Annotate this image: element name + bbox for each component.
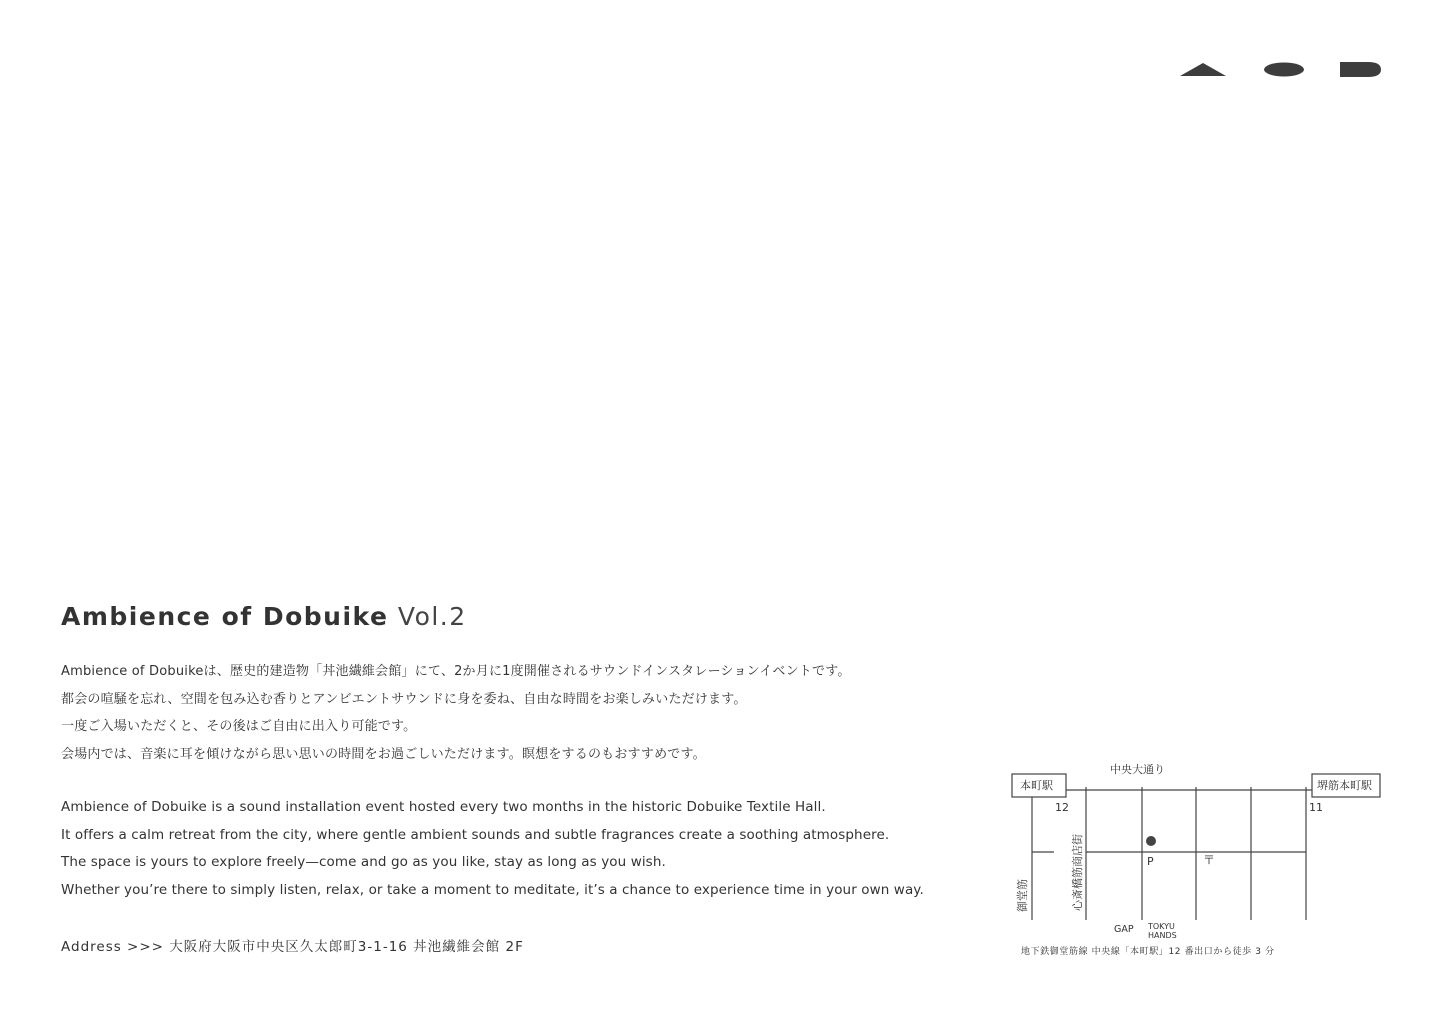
logo-triangle-icon xyxy=(1180,63,1226,76)
event-title xyxy=(61,602,467,631)
description-en-line: It offers a calm retreat from the city, where gentle ambient sounds and subtle fragrances create a soothing atmosphere. xyxy=(61,826,890,843)
aod-logo xyxy=(1178,58,1384,80)
parking-label: P xyxy=(1147,855,1154,868)
station-right-label: 堺筋本町駅 xyxy=(1317,779,1372,792)
landmark-gap-label: GAP xyxy=(1114,924,1134,935)
logo-d-icon xyxy=(1340,62,1381,77)
description-english xyxy=(61,794,924,904)
exit-right-label: 11 xyxy=(1309,801,1323,814)
post-office-icon: 〒 xyxy=(1203,853,1216,867)
description-en-line: The space is yours to explore freely—come and go as you like, stay as long as you wish. xyxy=(61,854,666,870)
address xyxy=(61,935,524,955)
street-top-label: 中央大通り xyxy=(1110,763,1165,776)
street-middle-label: 心斎橋筋商店街 xyxy=(1071,834,1084,911)
landmark-hands-label-2: HANDS xyxy=(1148,931,1177,940)
event-title-main: Ambience of Dobuike xyxy=(61,602,389,631)
address-value: 大阪府大阪市中央区久太郎町3-1-16 丼池繊維会館 2F xyxy=(169,939,524,955)
access-map xyxy=(1000,755,1400,965)
description-ja-line: Ambience of Dobuikeは、歴史的建造物「丼池繊維会館」にて、2か月に1度開催されるサウンドインスタレーションイベントです。 xyxy=(61,664,851,679)
event-title-vol: Vol.2 xyxy=(397,602,467,631)
station-left-label: 本町駅 xyxy=(1020,779,1053,792)
street-left-label: 御堂筋 xyxy=(1016,879,1029,912)
description-en-line: Whether you’re there to simply listen, relax, or take a moment to meditate, it’s a chance to experience time in your own way. xyxy=(61,881,924,898)
address-label: Address >>> xyxy=(61,939,164,955)
description-ja-line: 会場内では、音楽に耳を傾けながら思い思いの時間をお過ごしいただけます。瞑想をするのもおすすめです。 xyxy=(61,746,706,762)
description-ja-line: 都会の喧騒を忘れ、空間を包み込む香りとアンビエントサウンドに身を委ね、自由な時間をお楽しみいただけます。 xyxy=(61,691,747,707)
description-japanese xyxy=(61,658,851,768)
landmark-hands-label-1: TOKYU xyxy=(1148,922,1175,931)
logo-circle-icon xyxy=(1264,63,1304,77)
venue-marker-icon xyxy=(1146,836,1156,846)
description-en-line: Ambience of Dobuike is a sound installation event hosted every two months in the historic Dobuike Textile Hall. xyxy=(61,799,826,815)
description-ja-line: 一度ご入場いただくと、その後はご自由に出入り可能です。 xyxy=(61,719,417,734)
exit-left-label: 12 xyxy=(1055,801,1069,814)
access-note: 地下鉄御堂筋線 中央線「本町駅」12 番出口から徒歩 3 分 xyxy=(1021,947,1275,957)
